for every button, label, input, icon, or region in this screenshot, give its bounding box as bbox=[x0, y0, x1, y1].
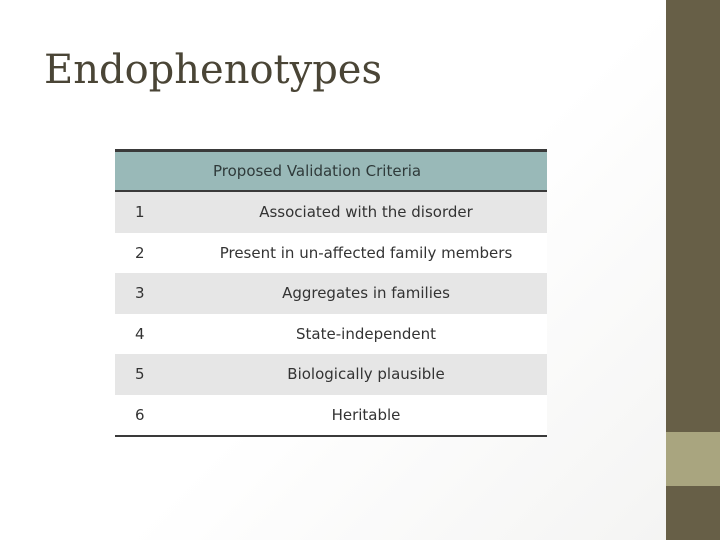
table-header-row bbox=[115, 151, 547, 192]
criteria-table bbox=[115, 149, 547, 437]
criterion-number: 3 bbox=[115, 273, 185, 314]
table-header bbox=[115, 151, 547, 192]
slide-title: Endophenotypes bbox=[44, 47, 383, 93]
decorative-sidebar-accent bbox=[666, 432, 720, 486]
criterion-text: Present in un-affected family members bbox=[185, 233, 547, 274]
table-row bbox=[115, 314, 547, 355]
criterion-number: 6 bbox=[115, 395, 185, 437]
table-row bbox=[115, 395, 547, 437]
criterion-number: 1 bbox=[115, 191, 185, 233]
criterion-text: Heritable bbox=[185, 395, 547, 437]
criterion-number: 2 bbox=[115, 233, 185, 274]
criterion-text: Associated with the disorder bbox=[185, 191, 547, 233]
criterion-text: Biologically plausible bbox=[185, 354, 547, 395]
table-row bbox=[115, 354, 547, 395]
criterion-number: 4 bbox=[115, 314, 185, 355]
criterion-text: State-independent bbox=[185, 314, 547, 355]
table-row bbox=[115, 273, 547, 314]
criterion-number: 5 bbox=[115, 354, 185, 395]
table-row bbox=[115, 191, 547, 233]
criterion-text: Aggregates in families bbox=[185, 273, 547, 314]
table-header-label: Proposed Validation Criteria bbox=[213, 162, 422, 180]
table-row bbox=[115, 233, 547, 274]
